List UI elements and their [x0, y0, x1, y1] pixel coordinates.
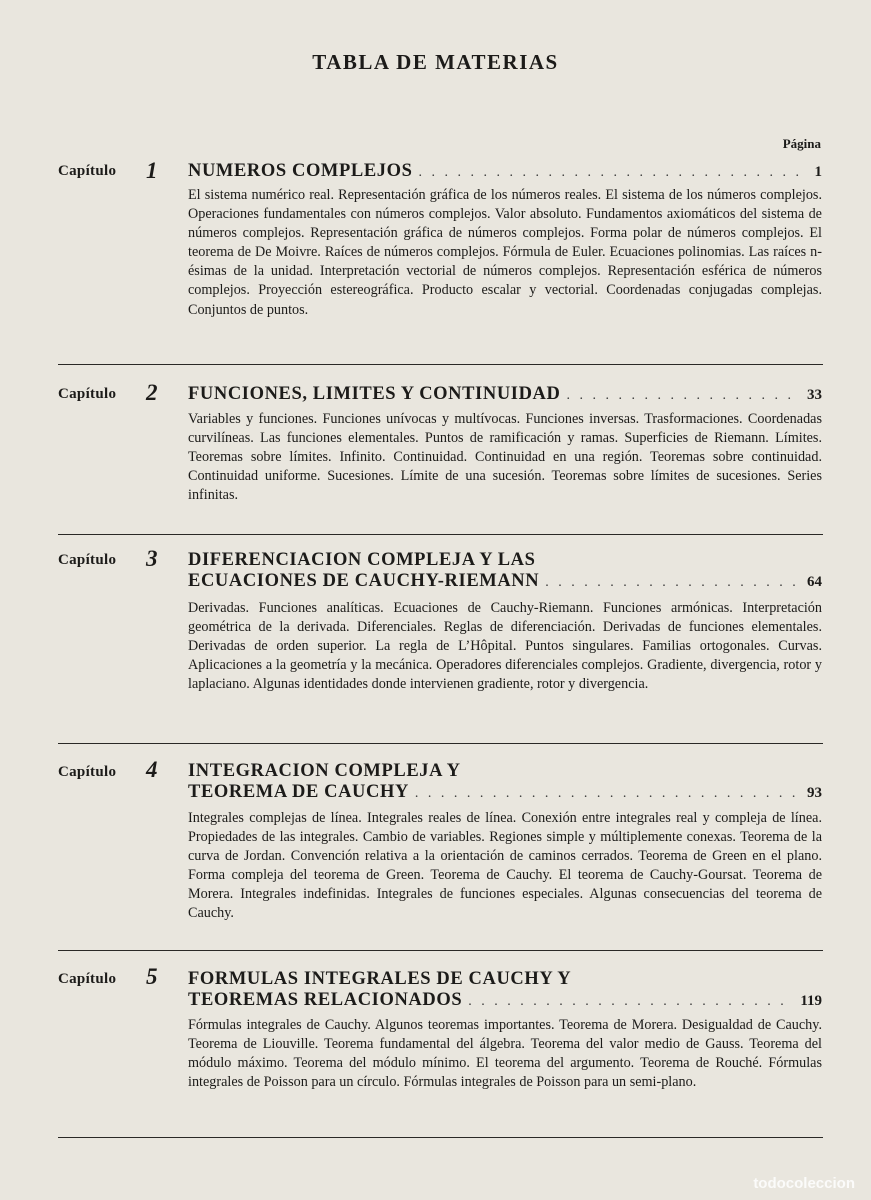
chapter-page-number: 1	[814, 164, 822, 180]
chapter-title-text: TEOREMAS RELACIONADOS	[188, 990, 463, 1010]
chapter-title-text: INTEGRACION COMPLEJA Y	[188, 761, 461, 781]
chapter-title	[188, 161, 822, 183]
page-title: TABLA DE MATERIAS	[312, 50, 559, 74]
page-column-label: Página	[782, 136, 821, 151]
chapter-divider	[58, 1137, 823, 1138]
chapter-title-line	[188, 571, 822, 593]
chapter-divider	[58, 743, 823, 744]
chapter-title-line	[188, 550, 822, 571]
leader-dots	[415, 783, 801, 804]
chapter-label: Capítulo	[58, 764, 117, 780]
chapter-description: Variables y funciones. Funciones unívocas y multívocas. Funciones inversas. Trasformaciones. Coordenadas curvilíneas. Las funciones elementales. Puntos de ramificación y ramas. Superficies de Riemann. Límites. Teoremas sobre límites. Infinito. Continuidad. Continuidad en una región. Teoremas sobre continuidad. Continuidad uniforme. Sucesiones. Límite de una sucesión. Teoremas sobre límites de sucesiones. Series infinitas.	[188, 411, 822, 504]
chapter-title-line	[188, 161, 822, 183]
chapter-description: Integrales complejas de línea. Integrales reales de línea. Conexión entre integrales real y compleja de línea. Propiedades de las integrales. Cambio de variables. Regiones simple y múltiplemente conexas. Teorema de la curva de Jordan. Convención relativa a la orientación de caminos cerrados. Teorema de Green en el plano. Forma compleja del teorema de Green. Teorema de Cauchy. El teorema de Cauchy-Goursat. Teorema de Morera. Integrales indefinidas. Integrales de funciones especiales. Algunas consecuencias del teorema de Cauchy.	[188, 810, 822, 922]
chapter-divider	[58, 950, 823, 951]
chapter-description: Derivadas. Funciones analíticas. Ecuaciones de Cauchy-Riemann. Funciones armónicas. Interpretación geométrica de la derivada. Diferenciales. Reglas de diferenciación. Derivadas de funciones elementales. Derivadas de orden superior. La regla de L’Hôpital. Puntos singulares. Familias ortogonales. Curvas. Aplicaciones a la geometría y la mecánica. Operadores diferenciales complejos. Gradiente, divergencia, rotor y laplaciano. Algunas identidades donde intervienen gradiente, rotor y divergencia.	[188, 600, 822, 693]
chapter-title-text: TEOREMA DE CAUCHY	[188, 782, 409, 802]
chapter-title-text: FORMULAS INTEGRALES DE CAUCHY Y	[188, 969, 572, 989]
chapter-label: Capítulo	[58, 386, 117, 402]
chapter-label: Capítulo	[58, 552, 117, 568]
leader-dots	[468, 991, 794, 1012]
chapter-label: Capítulo	[58, 971, 117, 987]
chapter-title-line	[188, 990, 822, 1012]
chapter-title-text: ECUACIONES DE CAUCHY-RIEMANN	[188, 571, 540, 591]
chapter-number: 4	[146, 757, 158, 782]
chapter-title-text: NUMEROS COMPLEJOS	[188, 161, 413, 181]
chapter-divider	[58, 364, 823, 365]
chapter-title-text: DIFERENCIACION COMPLEJA Y LAS	[188, 550, 536, 570]
chapter-description: Fórmulas integrales de Cauchy. Algunos teoremas importantes. Teorema de Morera. Desigualdad de Cauchy. Teorema de Liouville. Teorema fundamental del álgebra. Teorema del valor medio de Gauss. Teorema del módulo máximo. Teorema del módulo mínimo. El teorema del argumento. Teorema de Rouché. Fórmulas integrales de Poisson para un círculo. Fórmulas integrales de Poisson para un semi-plano.	[188, 1017, 822, 1091]
leader-dots	[419, 162, 809, 183]
chapter-title	[188, 550, 822, 593]
leader-dots	[566, 385, 801, 406]
chapter-title	[188, 969, 822, 1012]
chapter-title-line	[188, 782, 822, 804]
watermark-logo: todocoleccion	[753, 1175, 855, 1192]
chapter-divider	[58, 534, 823, 535]
chapter-title	[188, 384, 822, 406]
chapter-number: 5	[146, 964, 158, 989]
chapter-page-number: 33	[807, 387, 822, 403]
chapter-page-number: 119	[800, 993, 822, 1009]
leader-dots	[545, 572, 801, 593]
chapter-number: 2	[146, 380, 158, 405]
chapter-title	[188, 761, 822, 804]
chapter-title-text: FUNCIONES, LIMITES Y CONTINUIDAD	[188, 384, 561, 404]
chapter-number: 1	[146, 158, 158, 183]
chapter-page-number: 93	[807, 785, 822, 801]
chapter-title-line	[188, 761, 822, 782]
chapter-title-line	[188, 384, 822, 406]
chapter-description: El sistema numérico real. Representación gráfica de los números reales. El sistema de los números complejos. Operaciones fundamentales con números complejos. Valor absoluto. Fundamentos axiomáticos del sistema de números complejos. Representación gráfica de números complejos. Forma polar de números complejos. El teorema de De Moivre. Raíces de números complejos. Fórmula de Euler. Ecuaciones polinomias. Las raíces n-ésimas de la unidad. Interpretación vectorial de números complejos. Representación esférica de números complejos. Proyección estereográfica. Producto escalar y vectorial. Coordenadas conjugadas complejas. Conjuntos de puntos.	[188, 187, 822, 318]
chapter-title-line	[188, 969, 822, 990]
chapter-number: 3	[146, 546, 158, 571]
chapter-page-number: 64	[807, 574, 822, 590]
chapter-label: Capítulo	[58, 163, 117, 179]
